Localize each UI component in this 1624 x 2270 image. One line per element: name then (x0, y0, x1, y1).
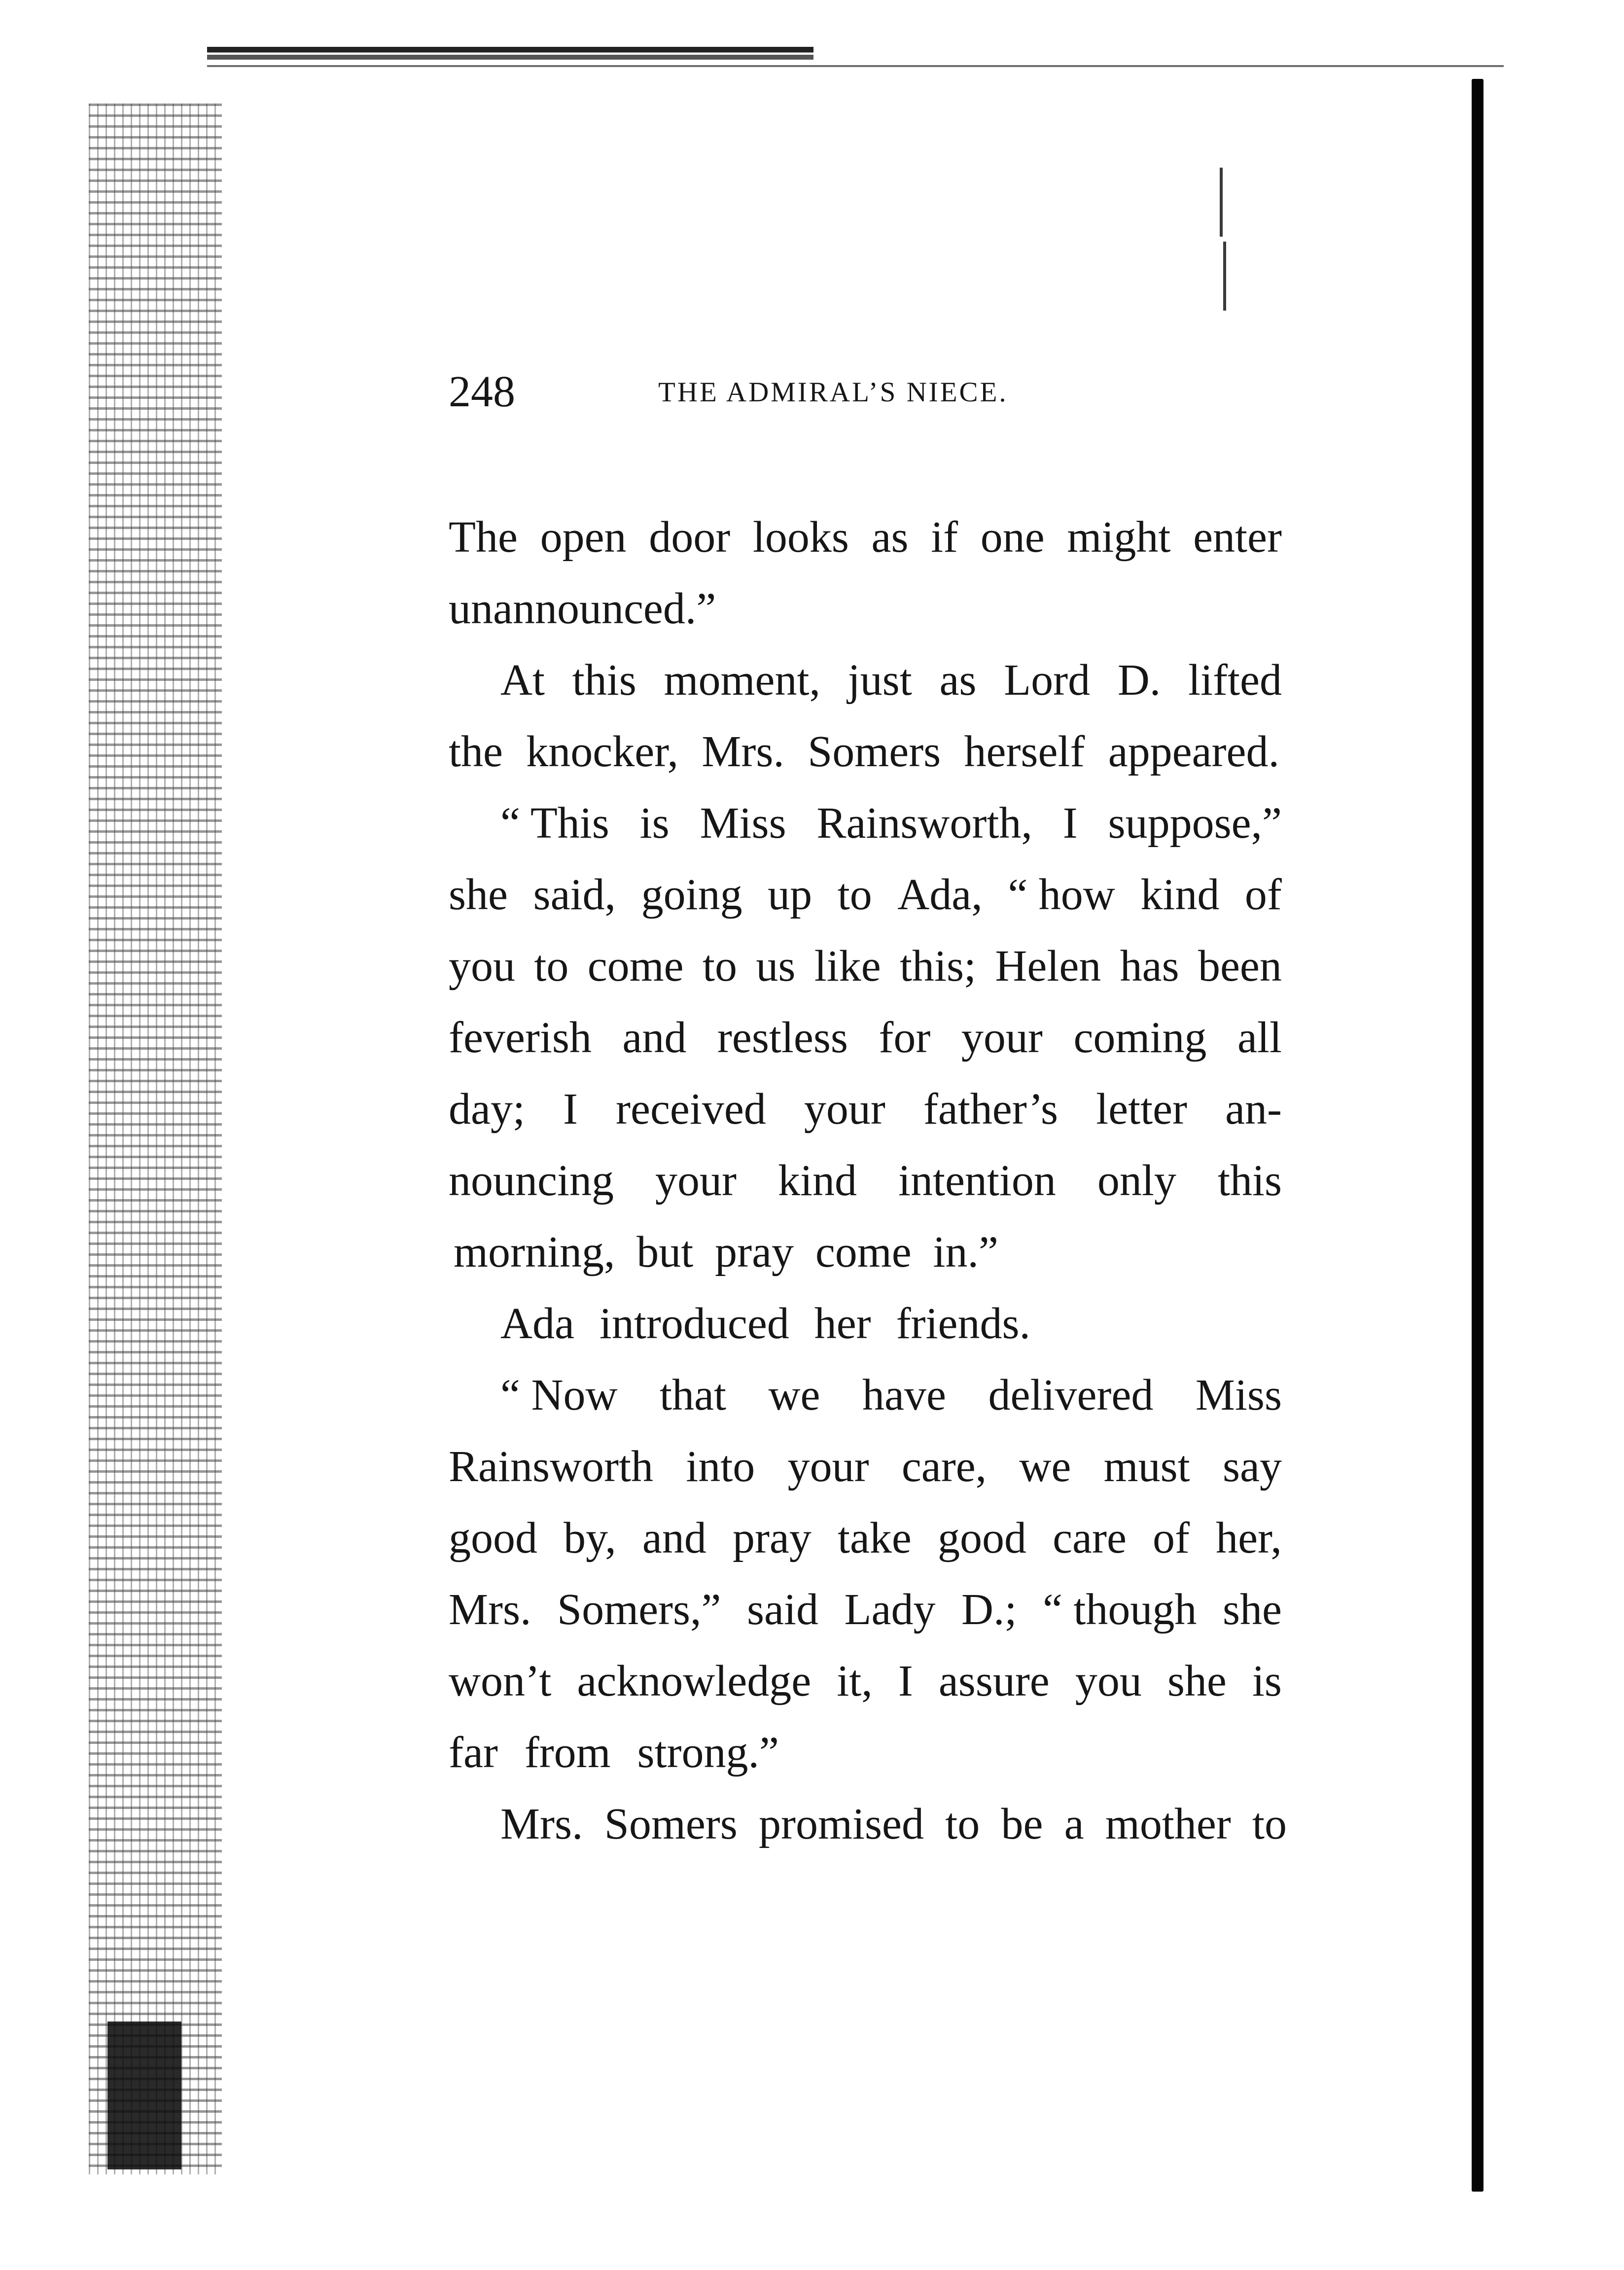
word: appeared. (1108, 727, 1279, 776)
word: must (1103, 1442, 1190, 1491)
word: looks (752, 513, 849, 562)
word: suppose,” (1108, 799, 1282, 848)
word: moment, (664, 656, 820, 705)
word: At (500, 656, 545, 705)
text-line (500, 1795, 1287, 1854)
word: Mrs. (702, 727, 784, 776)
word: Miss (700, 799, 786, 848)
word: restless (717, 1013, 848, 1062)
word: friends. (896, 1299, 1030, 1348)
word: unannounced.” (449, 584, 716, 633)
word: but (636, 1228, 694, 1277)
text-line (449, 1509, 1282, 1568)
word: Mrs. (500, 1800, 583, 1848)
word: to (837, 870, 872, 919)
word: she (449, 870, 508, 919)
word: only (1097, 1156, 1176, 1205)
word: strong.” (637, 1728, 779, 1777)
word: kind (1140, 870, 1220, 919)
word: is (1252, 1657, 1282, 1705)
word: Miss (1195, 1371, 1282, 1419)
word: Lord (1004, 656, 1091, 705)
scan-speck (1220, 168, 1223, 237)
text-line (500, 651, 1282, 710)
word: morning, (454, 1228, 615, 1277)
word: Mrs. (449, 1585, 531, 1634)
word: herself (964, 727, 1085, 776)
word: into (686, 1442, 755, 1491)
text-line (449, 1080, 1282, 1139)
word: Ada, (897, 870, 983, 919)
word: Rainsworth, (816, 799, 1032, 848)
word: care, (901, 1442, 987, 1491)
word: this; (900, 942, 977, 991)
word: feverish (449, 1013, 592, 1062)
word: up (768, 870, 812, 919)
page-number: 248 (449, 367, 515, 416)
word: by, (564, 1514, 616, 1562)
scan-binding-shadow (107, 2022, 181, 2169)
scanned-page-edge (89, 104, 222, 2174)
text-line (500, 1366, 1282, 1425)
word: far (449, 1728, 498, 1777)
word: we (1019, 1442, 1071, 1491)
word: care (1053, 1514, 1127, 1562)
word: acknowledge (577, 1657, 812, 1705)
text-line (449, 1652, 1282, 1711)
word: one (980, 513, 1045, 562)
text-line (500, 794, 1282, 853)
word: mother (1105, 1800, 1231, 1848)
word: say (1222, 1442, 1282, 1491)
text-line (449, 508, 1282, 567)
word: D.; (961, 1585, 1017, 1634)
word: this (572, 656, 636, 705)
word: pray (715, 1228, 794, 1277)
word: she (1167, 1657, 1227, 1705)
word: coming (1073, 1013, 1207, 1062)
text-line (454, 1223, 998, 1282)
text-line (449, 865, 1282, 924)
word: I (898, 1657, 913, 1705)
word: come (815, 1228, 912, 1277)
word: is (639, 799, 670, 848)
word: pray (732, 1514, 812, 1562)
running-head: THE ADMIRAL’S NIECE. (658, 377, 1008, 408)
word: has (1120, 942, 1179, 991)
text-line (449, 1437, 1282, 1496)
word: like (814, 942, 881, 991)
word: received (616, 1085, 766, 1134)
word: lifted (1188, 656, 1282, 705)
word: intention (898, 1156, 1056, 1205)
word: won’t (449, 1657, 552, 1705)
word: The (449, 513, 518, 562)
word: enter (1193, 513, 1282, 562)
word: your (787, 1442, 869, 1491)
word: Rainsworth (449, 1442, 653, 1491)
word: her (814, 1299, 871, 1348)
text-line (449, 1580, 1282, 1639)
word: be (1001, 1800, 1043, 1848)
word: to (534, 942, 569, 991)
word: Somers,” (557, 1585, 721, 1634)
scan-right-border (1472, 79, 1483, 2192)
word: I (563, 1085, 578, 1134)
word: going (641, 870, 742, 919)
word: I (1062, 799, 1078, 848)
word: we (768, 1371, 820, 1419)
scan-top-rule (207, 47, 813, 60)
word: “ Now (500, 1371, 618, 1419)
text-line (449, 937, 1282, 996)
word: if (931, 513, 958, 562)
word: knocker, (526, 727, 679, 776)
word: assure (938, 1657, 1050, 1705)
text-line (449, 722, 1279, 781)
word: “ how (1008, 870, 1115, 919)
word: all (1237, 1013, 1282, 1062)
word: take (837, 1514, 912, 1562)
word: Somers (604, 1800, 738, 1848)
word: been (1198, 942, 1282, 991)
word: from (524, 1728, 611, 1777)
word: a (1064, 1800, 1084, 1848)
word: your (961, 1013, 1043, 1062)
word: Ada (500, 1299, 574, 1348)
word: kind (777, 1156, 857, 1205)
word: delivered (988, 1371, 1154, 1419)
word: D. (1117, 656, 1161, 705)
word: good (937, 1514, 1026, 1562)
word: as (871, 513, 909, 562)
word: have (862, 1371, 946, 1419)
word: us (756, 942, 796, 991)
word: Helen (995, 942, 1101, 991)
word: open (540, 513, 627, 562)
word: for (879, 1013, 931, 1062)
word: said (747, 1585, 818, 1634)
word: just (847, 656, 912, 705)
word: Somers (808, 727, 941, 776)
word: to (1252, 1800, 1287, 1848)
word: her, (1216, 1514, 1282, 1562)
text-line (500, 1294, 1030, 1353)
word: door (649, 513, 731, 562)
word: your (804, 1085, 885, 1134)
word: come (587, 942, 684, 991)
page-header (449, 365, 1247, 419)
word: might (1067, 513, 1171, 562)
word: Lady (844, 1585, 936, 1634)
word: that (660, 1371, 726, 1419)
word: introduced (599, 1299, 789, 1348)
word: in.” (933, 1228, 998, 1277)
word: promised (759, 1800, 924, 1848)
text-line (449, 1723, 779, 1782)
word: said, (533, 870, 616, 919)
word: and (642, 1514, 706, 1562)
word: nouncing (449, 1156, 614, 1205)
word: to (702, 942, 737, 991)
word: and (622, 1013, 687, 1062)
word: father’s (923, 1085, 1059, 1134)
word: the (449, 727, 503, 776)
word: your (655, 1156, 737, 1205)
text-line (449, 579, 742, 638)
word: day; (449, 1085, 525, 1134)
word: as (939, 656, 977, 705)
word: an- (1225, 1085, 1282, 1134)
scan-speck (1223, 242, 1226, 311)
word: “ This (500, 799, 609, 848)
word: “ though (1042, 1585, 1197, 1634)
word: good (449, 1514, 537, 1562)
word: letter (1096, 1085, 1188, 1134)
word: to (945, 1800, 980, 1848)
word: you (1075, 1657, 1142, 1705)
text-line (449, 1008, 1282, 1067)
word: this (1217, 1156, 1282, 1205)
word: of (1244, 870, 1282, 919)
word: it, (837, 1657, 873, 1705)
word: you (449, 942, 515, 991)
scan-top-line (207, 65, 1504, 67)
text-line (449, 1151, 1282, 1210)
word: of (1153, 1514, 1190, 1562)
word: she (1222, 1585, 1282, 1634)
